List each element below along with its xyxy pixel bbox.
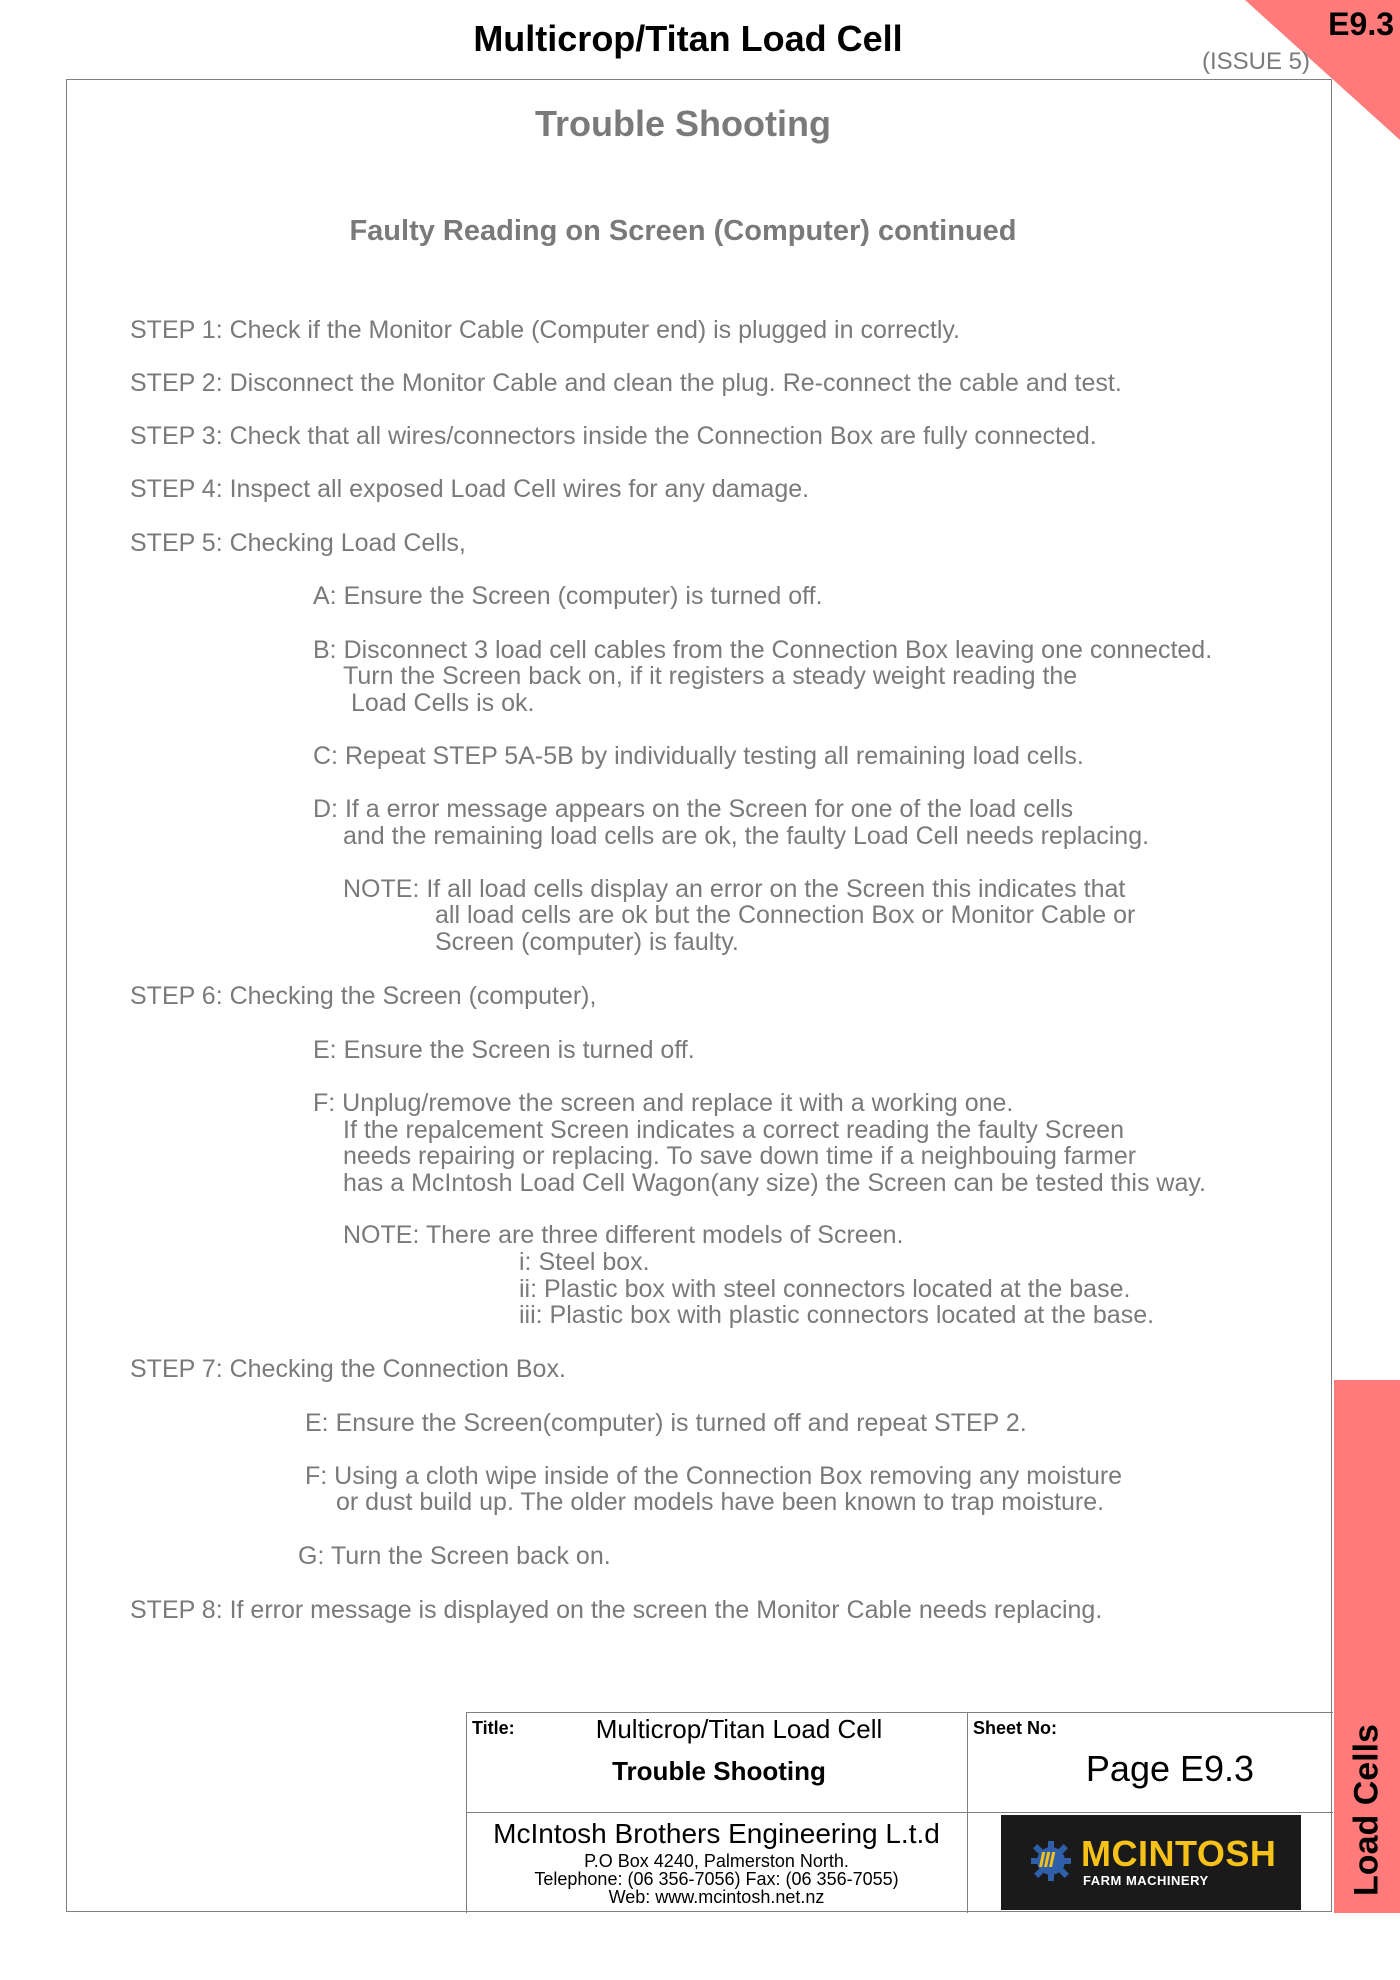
step-5d-line2: and the remaining load cells are ok, the faulty Load Cell needs replacing. [343,822,1150,850]
company-logo [1001,1815,1301,1910]
title-block-title: Multicrop/Titan Load Cell [595,1714,883,1744]
step-5a: A: Ensure the Screen (computer) is turned off. [313,582,823,610]
logo-tagline: FARM MACHINERY [1083,1873,1209,1888]
step-5: STEP 5: Checking Load Cells, [130,529,466,557]
issue-label: (ISSUE 5) [1201,48,1310,75]
page-code: E9.3 [1328,6,1394,42]
title-block-divider [466,1812,1333,1813]
note-2-item-i: i: Steel box. [519,1248,650,1276]
step-8: STEP 8: If error message is displayed on the screen the Monitor Cable needs replacing. [130,1596,1103,1624]
note-2-item-ii: ii: Plastic box with steel connectors located at the base. [519,1275,1131,1303]
step-7f-line2: or dust build up. The older models have been known to trap moisture. [336,1488,1105,1516]
side-tab-label: Load Cells [1347,1724,1386,1896]
step-7g: G: Turn the Screen back on. [298,1542,611,1570]
title-block-subtitle: Trouble Shooting [612,1756,826,1786]
step-5b-line1: B: Disconnect 3 load cell cables from the Connection Box leaving one connected. [313,636,1213,664]
step-6f-line2: If the repalcement Screen indicates a correct reading the faulty Screen [343,1116,1124,1144]
step-4: STEP 4: Inspect all exposed Load Cell wires for any damage. [130,475,810,503]
section-subtitle: Faulty Reading on Screen (Computer) continued [349,215,1017,247]
gear-icon [1029,1839,1073,1883]
step-7f-line1: F: Using a cloth wipe inside of the Connection Box removing any moisture [305,1462,1123,1490]
document-title: Multicrop/Titan Load Cell [473,18,903,59]
company-phone: Telephone: (06 356-7056) Fax: (06 356-7055) [534,1869,899,1889]
sheet-number: Page E9.3 [1085,1748,1255,1789]
company-web: Web: www.mcintosh.net.nz [608,1887,825,1907]
title-label: Title: [472,1718,515,1738]
step-6e: E: Ensure the Screen is turned off. [313,1036,695,1064]
company-address: P.O Box 4240, Palmerston North. [584,1851,849,1871]
step-1: STEP 1: Check if the Monitor Cable (Computer end) is plugged in correctly. [130,316,961,344]
step-6f-line1: F: Unplug/remove the screen and replace it with a working one. [313,1089,1014,1117]
note-1-line3: Screen (computer) is faulty. [435,928,739,956]
step-5d-line1: D: If a error message appears on the Screen for one of the load cells [313,795,1074,823]
step-5b-line2: Turn the Screen back on, if it registers a steady weight reading the [343,662,1078,690]
section-title: Trouble Shooting [535,103,831,144]
note-1-line1: NOTE: If all load cells display an error on the Screen this indicates that [343,875,1126,903]
step-7e: E: Ensure the Screen(computer) is turned off and repeat STEP 2. [305,1409,1027,1437]
company-name: McIntosh Brothers Engineering L.t.d [493,1818,940,1849]
note-2-item-iii: iii: Plastic box with plastic connectors located at the base. [519,1301,1155,1329]
step-5c: C: Repeat STEP 5A-5B by individually testing all remaining load cells. [313,742,1084,770]
sheet-label: Sheet No: [973,1718,1058,1738]
logo-wordmark: MCINTOSH [1081,1833,1277,1874]
step-3: STEP 3: Check that all wires/connectors inside the Connection Box are fully connected. [130,422,1097,450]
step-7: STEP 7: Checking the Connection Box. [130,1355,566,1383]
step-6f-line4: has a McIntosh Load Cell Wagon(any size) the Screen can be tested this way. [343,1169,1206,1197]
step-2: STEP 2: Disconnect the Monitor Cable and clean the plug. Re-connect the cable and test. [130,369,1122,397]
step-6f-line3: needs repairing or replacing. To save down time if a neighbouing farmer [343,1142,1137,1170]
step-6: STEP 6: Checking the Screen (computer), [130,982,597,1010]
step-5b-line3: Load Cells is ok. [351,689,535,717]
note-2-line1: NOTE: There are three different models of Screen. [343,1221,904,1249]
note-1-line2: all load cells are ok but the Connection Box or Monitor Cable or [435,901,1136,929]
